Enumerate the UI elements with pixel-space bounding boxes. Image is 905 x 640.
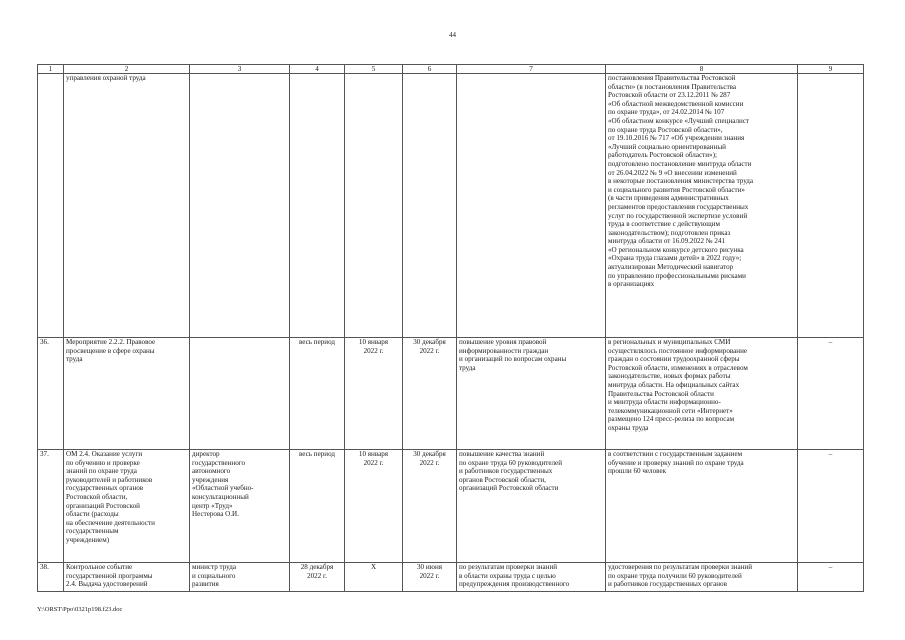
column-number-row <box>38 65 864 74</box>
event-name: ОМ 2.4. Оказание услуги по обучению и проверке знаний по охране труда руководителей и работников государственных органов Ростовской области, организаций Ростовской области (расходы на обеспечение деятельности государственным учреждением) <box>64 450 190 563</box>
table-row <box>38 338 864 450</box>
start-date: 10 января 2022 г. <box>345 338 403 450</box>
note: – <box>798 563 864 592</box>
row-number: 36. <box>38 338 64 450</box>
row-number: 38. <box>38 563 64 592</box>
event-name: Мероприятие 2.2.2. Правовое просвещение в сфере охраны труда <box>64 338 190 450</box>
actual-result: в региональных и муниципальных СМИ осуществлялось постоянное информирование граждан о состоянии трудоохранной сферы Ростовской области, изменениях в отраслевом законодательстве, новых формах работы минтруда области. На официальных сайтах Правительства Ростовской области и минтруда области информационно- телекоммуникационной сети «Интернет» размещено 124 пресс-релиза по вопросам охраны труда <box>606 338 798 450</box>
implementation-period: 28 декабря 2022 г. <box>290 563 345 592</box>
page-number: 44 <box>449 31 456 39</box>
end-date: 30 декабря 2022 г. <box>403 338 457 450</box>
table-row <box>38 74 864 338</box>
expected-result: повышение уровня правовой информированности граждан и организаций по вопросам охраны труда <box>457 338 606 450</box>
actual-result: в соответствии с государственным заданием обучение и проверку знаний по охране труда прошли 60 человек <box>606 450 798 563</box>
column-header: 7 <box>457 65 606 74</box>
expected-result: повышение качества знаний по охране труда 60 руководителей и работников государственных органов Ростовской области, организаций Ростовской области <box>457 450 606 563</box>
row-number <box>38 74 64 338</box>
column-header: 8 <box>606 65 798 74</box>
row-number: 37. <box>38 450 64 563</box>
expected-result <box>457 74 606 338</box>
column-header: 2 <box>64 65 190 74</box>
column-header: 9 <box>798 65 864 74</box>
end-date: 30 июня 2022 г. <box>403 563 457 592</box>
file-path-footer: Y:\ORST\Ppo\0321p198.f23.doc <box>37 606 123 613</box>
end-date <box>403 74 457 338</box>
end-date: 30 декабря 2022 г. <box>403 450 457 563</box>
column-header: 1 <box>38 65 64 74</box>
table-row <box>38 563 864 592</box>
column-header: 3 <box>190 65 290 74</box>
event-name: Контрольное событие государственной программы 2.4. Выдача удостоверений <box>64 563 190 592</box>
column-header: 4 <box>290 65 345 74</box>
event-name: управления охраной труда <box>64 74 190 338</box>
implementation-period: весь период <box>290 338 345 450</box>
start-date: Х <box>345 563 403 592</box>
column-header: 6 <box>403 65 457 74</box>
implementation-period <box>290 74 345 338</box>
table-row <box>38 450 864 563</box>
expected-result: по результатам проверки знаний в области охраны труда с целью предупреждения производственного <box>457 563 606 592</box>
column-header: 5 <box>345 65 403 74</box>
report-table <box>37 64 864 592</box>
start-date: 10 января 2022 г. <box>345 450 403 563</box>
actual-result: постановления Правительства Ростовской области» (в постановления Правительства Ростовской области от 23.12.2011 № 287 «Об областной межведомственной комиссии по охране труда», от 24.02.2014 № 107 «Об областном конкурсе «Лучший специалист по охране труда Ростовской области», от 19.10.2016 № 717 «Об учреждении знания «Лучший социально ориентированный работодатель Ростовской области»); подготовлено постановление минтруда области от 26.04.2022 № 9 «О внесении изменений в некоторые постановления министерства труда и социального развития Ростовской области» (в части приведения административных регламентов предоставления государственных услуг по государственной экспертизе условий труда в соответствие с действующим законодательством); подготовлен приказ минтруда области от 16.09.2022 № 241 «О региональном конкурсе детского рисунка «Охрана труда глазами детей» в 2022 году»; актуализирован Методический навигатор по управлению профессиональными рисками в организациях <box>606 74 798 338</box>
note <box>798 74 864 338</box>
responsible <box>190 338 290 450</box>
implementation-period: весь период <box>290 450 345 563</box>
start-date <box>345 74 403 338</box>
actual-result: удостоверения по результатам проверки знаний по охране труда получили 60 руководителей и работников государственных органов <box>606 563 798 592</box>
responsible <box>190 74 290 338</box>
note: – <box>798 450 864 563</box>
responsible: директор государственного автономного учреждения «Областной учебно- консультационный центр «Труд» Нестерова О.И. <box>190 450 290 563</box>
responsible: министр труда и социального развития <box>190 563 290 592</box>
note: – <box>798 338 864 450</box>
